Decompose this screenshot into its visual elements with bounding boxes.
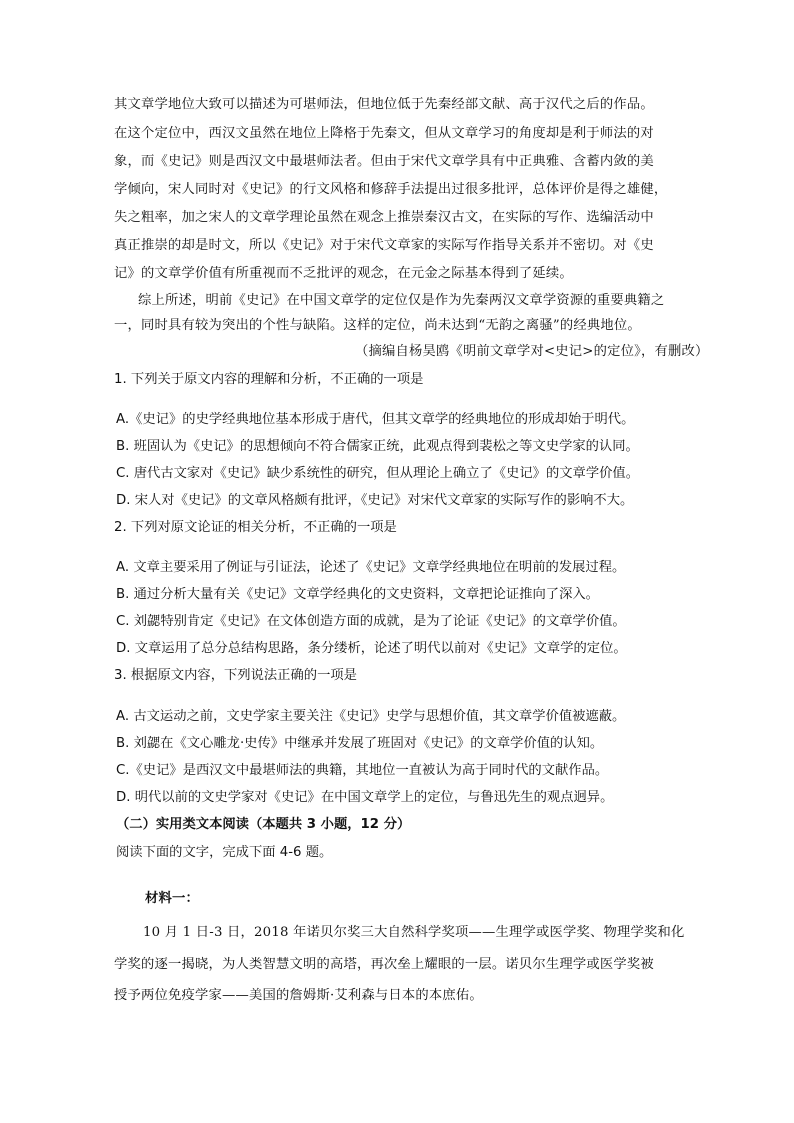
passage-line: 记》的文章学价值有所重视而不乏批评的观念，在元金之际基本得到了延续。 (114, 266, 573, 281)
passage-line: 其文章学地位大致可以描述为可堪师法，但地位低于先秦经部文献、高于汉代之后的作品。 (114, 97, 654, 112)
question-stem: 1. 下列关于原文内容的理解和分析，不正确的一项是 (114, 372, 424, 387)
question-option: B. 通过分析大量有关《史记》文章学经典化的文史资料，文章把论证推向了深入。 (116, 587, 599, 602)
question-option: A. 古文运动之前，文史学家主要关注《史记》史学与思想价值，其文章学价值被遮蔽。 (116, 709, 626, 724)
passage-line: 学倾向，宋人同时对《史记》的行文风格和修辞手法提出过很多批评，总体评价是得之雄健， (114, 182, 668, 197)
passage-line: 真正推崇的却是时文，所以《史记》对于宋代文章家的实际写作指导关系并不密切。对《史 (114, 238, 654, 253)
question-stem: 2. 下列对原文论证的相关分析，不正确的一项是 (114, 520, 397, 535)
question-option: C. 刘勰特别肯定《史记》在文体创造方面的成就，是为了论证《史记》的文章学价值。 (116, 614, 626, 629)
question-stem: 3. 根据原文内容，下列说法正确的一项是 (114, 668, 357, 683)
question-option: D. 宋人对《史记》的文章风格颇有批评，《史记》对宋代文章家的实际写作的影响不大。 (116, 493, 634, 508)
material-line: 授予两位免疫学家——美国的詹姆斯·艾利森与日本的本庶佑。 (114, 988, 483, 1003)
passage-line: 失之粗率，加之宋人的文章学理论虽然在观念上推崇秦汉古文，在实际的写作、选编活动中 (114, 210, 654, 225)
section-instruction: 阅读下面的文字，完成下面 4-6 题。 (116, 845, 333, 860)
question-option: D. 明代以前的文史学家对《史记》在中国文章学上的定位，与鲁迅先生的观点迥异。 (116, 790, 614, 805)
material-line: 学奖的逐一揭晓，为人类智慧文明的高塔，再次垒上耀眼的一层。诺贝尔生理学或医学奖被 (114, 957, 654, 972)
question-option: B. 班固认为《史记》的思想倾向不符合儒家正统，此观点得到裴松之等文史学家的认同。 (116, 439, 639, 454)
question-option: B. 刘勰在《文心雕龙·史传》中继承并发展了班固对《史记》的文章学价值的认知。 (116, 736, 604, 751)
material-line: 10 月 1 日-3 日，2018 年诺贝尔奖三大自然科学奖项——生理学或医学奖、物理学奖和化 (143, 925, 685, 940)
question-option: D. 文章运用了总分总结构思路，条分缕析，论述了明代以前对《史记》文章学的定位。 (116, 641, 627, 656)
passage-source: （摘编自杨昊鸥《明前文章学对<史记>的定位》，有删改） (355, 344, 709, 359)
section-heading: （二）实用类文本阅读（本题共 3 小题，12 分） (116, 817, 411, 832)
question-option: C.《史记》是西汉文中最堪师法的典籍，其地位一直被认为高于同时代的文献作品。 (116, 763, 609, 778)
passage-line: 在这个定位中，西汉文虽然在地位上降格于先秦文，但从文章学习的角度却是利于师法的对 (114, 126, 654, 141)
question-option: A. 文章主要采用了例证与引证法，论述了《史记》文章学经典地位在明前的发展过程。 (116, 560, 626, 575)
material-title: 材料一： (145, 891, 199, 906)
question-option: C. 唐代古文家对《史记》缺少系统性的研究，但从理论上确立了《史记》的文章学价值。 (116, 466, 640, 481)
passage-line: 象，而《史记》则是西汉文中最堪师法者。但由于宋代文章学具有中正典雅、含蓄内敛的美 (114, 154, 654, 169)
question-option: A.《史记》的史学经典地位基本形成于唐代，但其文章学的经典地位的形成却始于明代。 (116, 412, 635, 427)
summary-line: 一，同时具有较为突出的个性与缺陷。这样的定位，尚未达到“无韵之离骚”的经典地位。 (114, 318, 641, 333)
summary-line: 综上所述，明前《史记》在中国文章学的定位仅是作为先秦两汉文章学资源的重要典籍之 (138, 293, 665, 308)
